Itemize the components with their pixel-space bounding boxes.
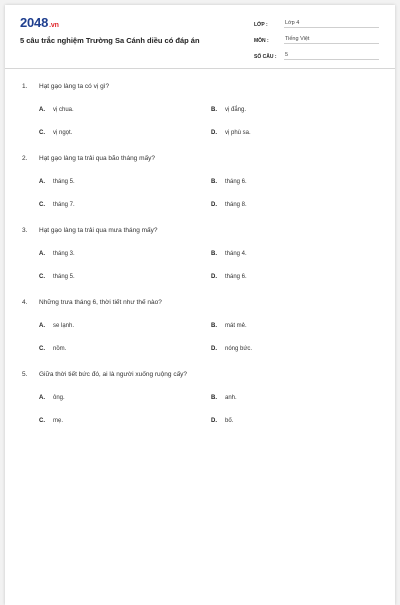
answer-option-letter: A. <box>39 251 45 257</box>
question-item <box>5 77 395 149</box>
answer-option-letter: C. <box>39 346 45 352</box>
question-text <box>22 227 158 234</box>
answer-option[interactable] <box>39 395 65 401</box>
question-prompt: Giữa thời tiết bức đó, ai là người xuống ruộng cấy? <box>39 371 188 378</box>
answer-option-letter: D. <box>211 274 217 280</box>
answer-option-letter: D. <box>211 418 217 424</box>
meta-row-subject <box>254 31 379 44</box>
answer-option-letter: B. <box>211 395 217 401</box>
answer-option[interactable] <box>211 274 247 280</box>
answer-option[interactable] <box>39 179 75 185</box>
answer-option-text: vị đắng. <box>225 107 247 113</box>
site-logo[interactable] <box>20 15 59 30</box>
answer-option-text: tháng 5. <box>53 179 75 185</box>
answer-option[interactable] <box>39 346 66 352</box>
question-prompt: Hạt gạo làng ta trải qua mưa tháng mấy? <box>39 227 158 234</box>
answer-option-text: nóng bức. <box>225 346 253 352</box>
meta-label-question-count: SỐ CÂU : <box>254 54 277 60</box>
answer-option-text: vị chua. <box>53 107 74 113</box>
answer-option-text: tháng 6. <box>225 274 247 280</box>
answer-option[interactable] <box>211 418 233 424</box>
answer-option-text: bố. <box>225 418 234 424</box>
meta-value-subject: Tiếng Việt <box>284 36 379 44</box>
answer-option-letter: B. <box>211 179 217 185</box>
question-text <box>22 371 187 378</box>
question-item <box>5 365 395 437</box>
answer-option-letter: B. <box>211 107 217 113</box>
answer-option-text: nồm. <box>53 346 67 352</box>
answer-option-text: tháng 6. <box>225 179 247 185</box>
answer-option-letter: A. <box>39 395 45 401</box>
question-item <box>5 149 395 221</box>
question-number: 4. <box>22 299 28 306</box>
answer-option[interactable] <box>39 323 74 329</box>
question-prompt: Những trưa tháng 6, thời tiết như thế nào? <box>39 299 162 306</box>
answer-option-letter: A. <box>39 179 45 185</box>
answer-option-letter: A. <box>39 323 45 329</box>
question-item <box>5 221 395 293</box>
answer-option[interactable] <box>211 323 247 329</box>
question-text <box>22 83 109 90</box>
meta-label-grade: LỚP : <box>254 22 268 28</box>
answer-option-letter: D. <box>211 346 217 352</box>
meta-value-grade: Lớp 4 <box>284 20 379 28</box>
answer-option[interactable] <box>211 346 252 352</box>
question-item <box>5 293 395 365</box>
answer-option-letter: A. <box>39 107 45 113</box>
answer-option-letter: D. <box>211 130 217 136</box>
answer-option[interactable] <box>39 418 63 424</box>
answer-option-letter: D. <box>211 202 217 208</box>
answer-option-letter: C. <box>39 274 45 280</box>
question-text <box>22 155 155 162</box>
answer-option-letter: B. <box>211 323 217 329</box>
answer-option-text: tháng 4. <box>225 251 247 257</box>
meta-value-question-count: 5 <box>284 52 379 60</box>
answer-option-text: mẹ. <box>53 418 64 424</box>
logo-domain-suffix: .vn <box>49 22 59 29</box>
question-number: 1. <box>22 83 28 90</box>
answer-option-text: vị phù sa. <box>225 130 251 136</box>
worksheet-page <box>5 5 395 605</box>
question-number: 2. <box>22 155 28 162</box>
question-list <box>5 77 395 437</box>
meta-row-question-count <box>254 47 379 60</box>
answer-option-text: vị ngọt. <box>53 130 73 136</box>
answer-option[interactable] <box>211 202 247 208</box>
logo-text: 2048 <box>20 15 49 30</box>
answer-option[interactable] <box>211 251 247 257</box>
answer-option-text: ông. <box>53 395 65 401</box>
meta-label-subject: MÔN : <box>254 38 269 44</box>
answer-option[interactable] <box>211 395 237 401</box>
answer-option-letter: C. <box>39 130 45 136</box>
answer-option-text: tháng 3. <box>53 251 75 257</box>
answer-option-letter: B. <box>211 251 217 257</box>
answer-option[interactable] <box>211 107 246 113</box>
answer-option[interactable] <box>39 130 72 136</box>
question-prompt: Hạt gạo làng ta trải qua bão tháng mấy? <box>39 155 155 162</box>
question-prompt: Hạt gạo làng ta có vị gì? <box>39 83 110 90</box>
question-number: 5. <box>22 371 28 378</box>
worksheet-title: 5 câu trắc nghiệm Trường Sa Cánh diều có đáp án <box>20 36 200 45</box>
answer-option[interactable] <box>39 202 75 208</box>
question-text <box>22 299 162 306</box>
answer-option[interactable] <box>39 274 75 280</box>
answer-option-letter: C. <box>39 202 45 208</box>
worksheet-meta <box>254 15 379 63</box>
answer-option-text: mát mẻ. <box>225 323 247 329</box>
answer-option-text: tháng 7. <box>53 202 75 208</box>
answer-option-text: se lạnh. <box>53 323 75 329</box>
answer-option-text: anh. <box>225 395 237 401</box>
meta-row-grade <box>254 15 379 28</box>
answer-option-text: tháng 8. <box>225 202 247 208</box>
answer-option[interactable] <box>211 179 247 185</box>
worksheet-header <box>5 5 395 69</box>
answer-option-text: tháng 5. <box>53 274 75 280</box>
answer-option[interactable] <box>211 130 251 136</box>
question-number: 3. <box>22 227 28 234</box>
answer-option[interactable] <box>39 251 75 257</box>
answer-option[interactable] <box>39 107 74 113</box>
answer-option-letter: C. <box>39 418 45 424</box>
